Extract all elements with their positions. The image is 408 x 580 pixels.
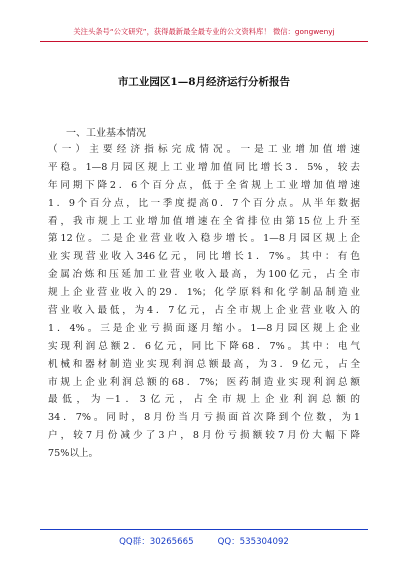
paragraph-line: 业实现营业收入346亿元，同比增长1．7%。其中：有色 [48, 251, 360, 263]
paragraph-line: 1．9个百分点，比一季度提高0．7个百分点。从半年数据 [48, 197, 360, 209]
qq-group-number: QQ群：30265665 [119, 537, 194, 547]
header-divider [40, 41, 368, 42]
paragraph-line: 机械和器材制造业实现利润总额最高，为3．9亿元，占全 [48, 358, 360, 370]
paragraph-line: 市规上企业利润总额的68．7%；医药制造业实现利润总额 [48, 376, 360, 388]
paragraph-line: 1．4%。三是企业亏损面逐月缩小。1—8月园区规上企业 [48, 322, 360, 334]
paragraph-line: 营业收入最低，为4．7亿元，占全市规上企业营业收入的 [48, 305, 360, 317]
paragraph-line: 34．7%。同时，8月份当月亏损面首次降到个位数，为1 [48, 412, 360, 424]
paragraph-line: （一）主要经济指标完成情况。一是工业增加值增速 [48, 144, 360, 155]
footer-divider [40, 529, 368, 530]
paragraph-line: 75%以上。 [48, 448, 99, 460]
paragraph-line: 实现利润总额2．6亿元，同比下降68．7%。其中：电气 [48, 340, 360, 352]
paragraph-line: 最低，为－1．3亿元，占全市规上企业利润总额的 [48, 394, 360, 406]
paragraph-line: 户，较7月份减少了3户，8月份亏损额较7月份大幅下降 [48, 430, 360, 442]
header-note: 关注头条号“公文研究”，获得最新最全最专业的公文资料库！ 微信：gongwenyj [73, 27, 335, 36]
paragraph-line: 第12位。二是企业营业收入稳步增长。1—8月园区规上企 [48, 233, 360, 245]
paragraph-line: 看，我市规上工业增加值增速在全省排位由第15位上升至 [48, 215, 360, 227]
qq-number: QQ：535304092 [217, 537, 289, 547]
body-paragraph [48, 141, 360, 463]
paragraph-line: 年同期下降2．6个百分点，低于全省规上工业增加值增速 [48, 179, 360, 191]
paragraph-line: 金属冶炼和压延加工业营业收入最高，为100亿元，占全市 [48, 269, 360, 281]
paragraph-line: 平稳。1—8月园区规上工业增加值同比增长3．5%，较去 [48, 161, 360, 173]
section-heading: 一、工业基本情况 [66, 128, 146, 139]
paragraph-line: 规上企业营业收入的29．1%；化学原料和化学制品制造业 [48, 287, 360, 299]
footer-contacts [0, 535, 408, 547]
document-title: 市工业园区1—8月经济运行分析报告 [117, 76, 291, 88]
